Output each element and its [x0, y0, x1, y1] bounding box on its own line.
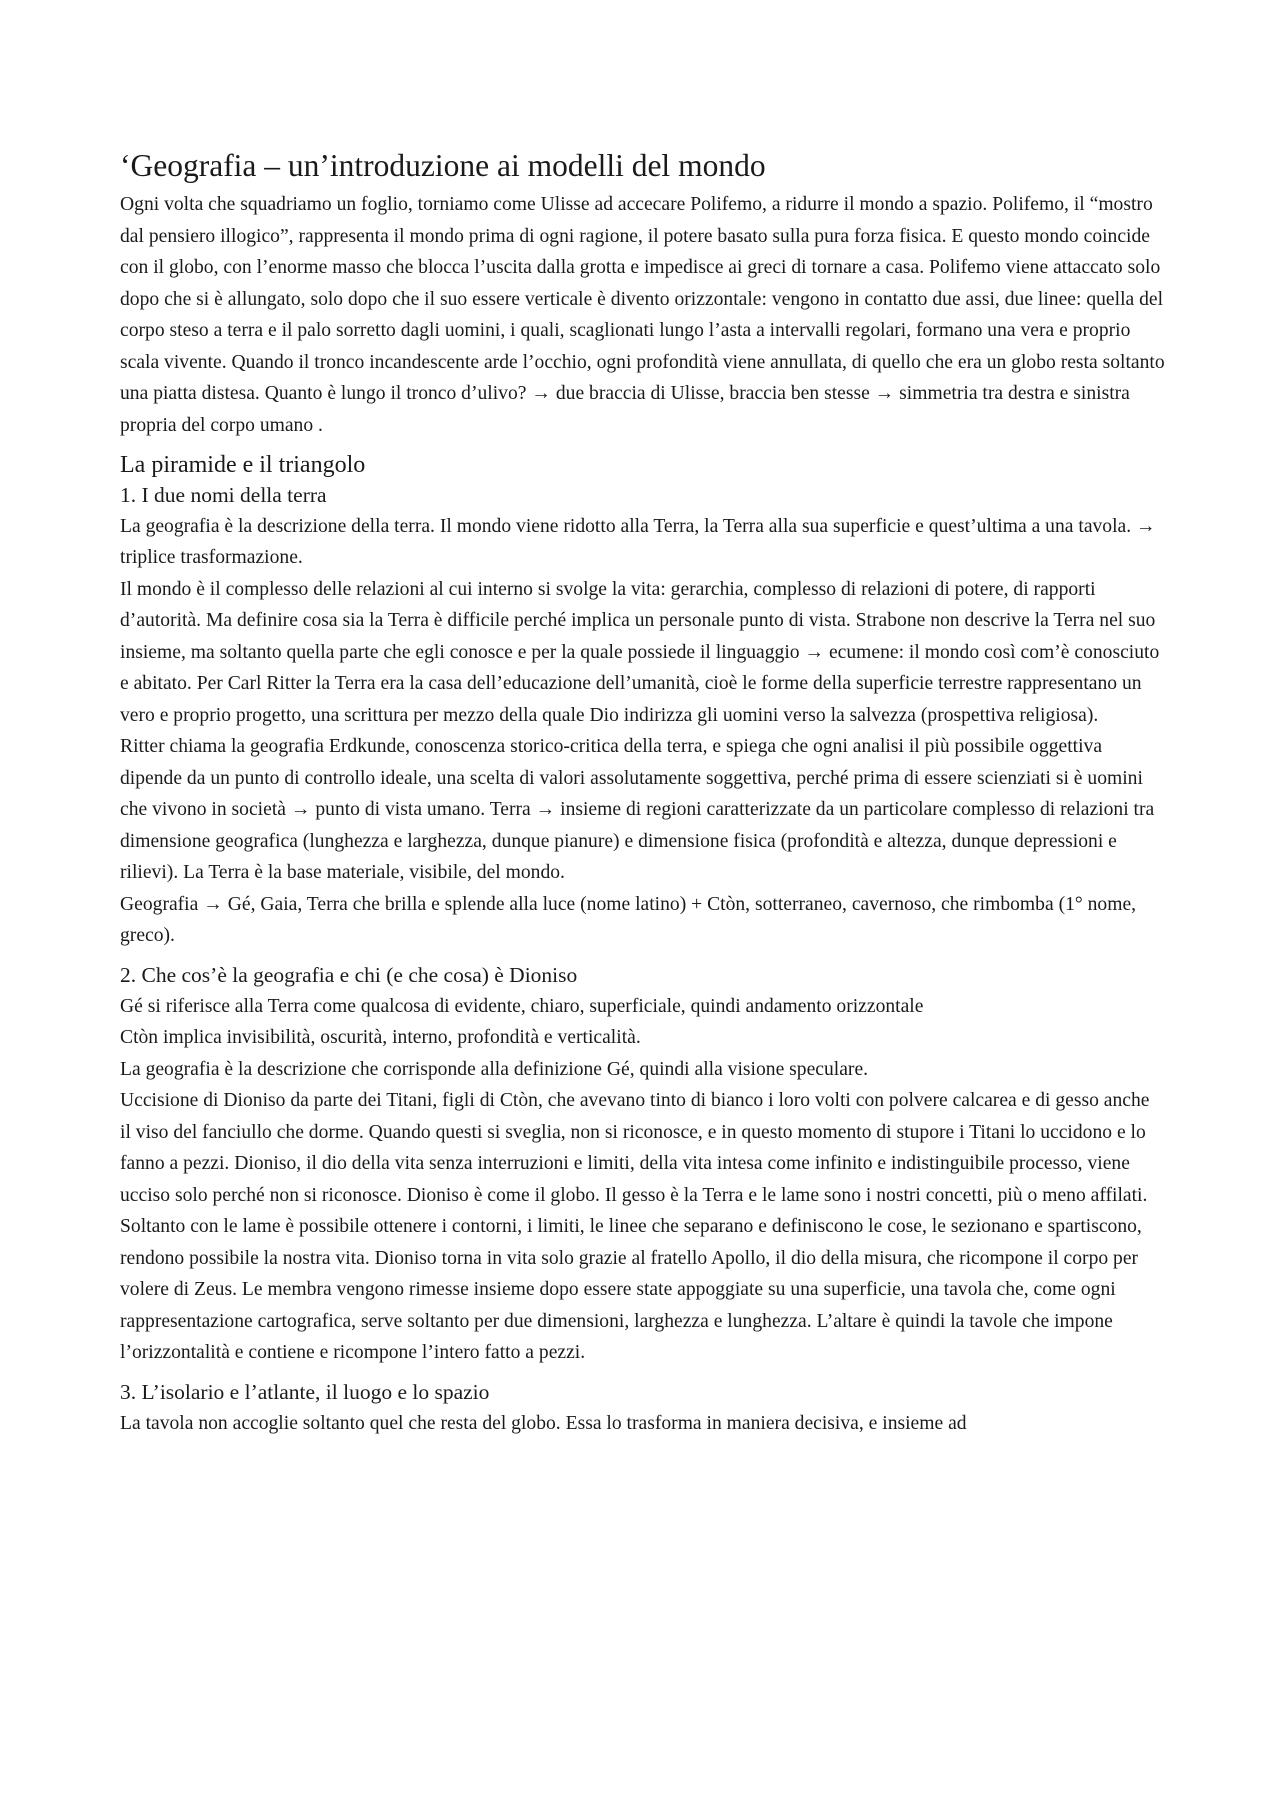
document-title: ‘Geografia – un’introduzione ai modelli del mondo: [120, 148, 766, 183]
subsection-1-paragraph-2: Il mondo è il complesso delle relazioni al cui interno si svolge la vita: gerarchia, complesso di relazioni di potere, di rapporti d’autorità. Ma definire cosa sia la Terra è difficile perché implica un personale punto di vista. Strabone non descrive la Terra nel suo insieme, ma soltanto quella parte che egli conosce e per la quale possiede il linguaggio → ecumene: il mondo così com’è conosciuto e abitato. Per Carl Ritter la Terra era la casa dell’educazione dell’umanità, cioè le forme della superficie terrestre rappresentano un vero e proprio progetto, una scrittura per mezzo della quale Dio indirizza gli uomini verso la salvezza (prospettiva religiosa).: [120, 578, 1160, 726]
subsection-1-paragraph-1: La geografia è la descrizione della terra. Il mondo viene ridotto alla Terra, la Terra alla sua superficie e quest’ultima a una tavola. → triplice trasformazione.: [120, 515, 1156, 569]
subsection-2-paragraph-2: Ctòn implica invisibilità, oscurità, interno, profondità e verticalità.: [120, 1027, 641, 1049]
subsection-2-paragraph-3: La geografia è la descrizione che corrisponde alla definizione Gé, quindi alla visione speculare.: [120, 1058, 869, 1080]
document-page: [120, 148, 1165, 1439]
section-title: La piramide e il triangolo: [120, 452, 366, 479]
subsection-2-paragraph-4: Uccisione di Dioniso da parte dei Titani, figli di Ctòn, che avevano tinto di bianco i loro volti con polvere calcarea e di gesso anche il viso del fanciullo che dorme. Quando questi si sveglia, non si riconosce, e in questo momento di stupore i Titani lo uccidono e lo fanno a pezzi. Dioniso, il dio della vita senza interruzioni e limiti, della vita intesa come infinito e indistinguibile processo, viene ucciso solo perché non si riconosce. Dioniso è come il globo. Il gesso è la Terra e le lame sono i nostri concetti, più o meno affilati. Soltanto con le lame è possibile ottenere i contorni, i limiti, le linee che separano e definiscono le cose, le sezionano e spartiscono, rendono possibile la nostra vita. Dioniso torna in vita solo grazie al fratello Apollo, il dio della misura, che ricompone il corpo per volere di Zeus. Le membra vengono rimesse insieme dopo essere state appoggiate su una superficie, una tavola che, come ogni rappresentazione cartografica, serve soltanto per due dimensioni, larghezza e lunghezza. L’altare è quindi la tavole che impone l’orizzontalità e contiene e ricompone l’intero fatto a pezzi.: [120, 1090, 1150, 1364]
subsection-3-title: 3. L’isolario e l’atlante, il luogo e lo spazio: [120, 1379, 490, 1404]
spacer: [120, 952, 1165, 962]
subsection-1-title: 1. I due nomi della terra: [120, 483, 327, 508]
subsection-2-title: 2. Che cos’è la geografia e chi (e che cosa) è Dioniso: [120, 962, 578, 987]
subsection-1-paragraph-4: Geografia → Gé, Gaia, Terra che brilla e splende alla luce (nome latino) + Ctòn, sotterraneo, cavernoso, che rimbomba (1° nome, greco).: [120, 893, 1137, 947]
spacer: [120, 1369, 1165, 1379]
intro-paragraph: Ogni volta che squadriamo un foglio, torniamo come Ulisse ad accecare Polifemo, a ridurre il mondo a spazio. Polifemo, il “mostro dal pensiero illogico”, rappresenta il mondo prima di ogni ragione, il potere basato sulla pura forza fisica. E questo mondo coincide con il globo, con l’enorme masso che blocca l’uscita dalla grotta e impedisce ai greci di tornare a casa. Polifemo viene attaccato solo dopo che si è allungato, solo dopo che il suo essere verticale è divento orizzontale: vengono in contatto due assi, due linee: quella del corpo steso a terra e il palo sorretto dagli uomini, i quali, scaglionati lungo l’asta a intervalli regolari, formano una vera e proprio scala vivente. Quando il tronco incandescente arde l’occhio, ogni profondità viene annullata, di quello che era un globo resta soltanto una piatta distesa. Quanto è lungo il tronco d’ulivo? → due braccia di Ulisse, braccia ben stesse → simmetria tra destra e sinistra propria del corpo umano .: [120, 194, 1165, 436]
subsection-3-paragraph-1: La tavola non accoglie soltanto quel che resta del globo. Essa lo trasforma in maniera decisiva, e insieme ad: [120, 1412, 967, 1434]
subsection-1-paragraph-3: Ritter chiama la geografia Erdkunde, conoscenza storico-critica della terra, e spiega che ogni analisi il più possibile oggettiva dipende da un punto di controllo ideale, una scelta di valori assolutamente soggettiva, perché prima di essere scienziati si è uomini che vivono in società → punto di vista umano. Terra → insieme di regioni caratterizzate da un particolare complesso di relazioni tra dimensione geografica (lunghezza e larghezza, dunque pianure) e dimensione fisica (profondità e altezza, dunque depressioni e rilievi). La Terra è la base materiale, visibile, del mondo.: [120, 736, 1155, 884]
spacer: [120, 441, 1165, 451]
subsection-2-paragraph-1: Gé si riferisce alla Terra come qualcosa di evidente, chiaro, superficiale, quindi andamento orizzontale: [120, 995, 924, 1017]
